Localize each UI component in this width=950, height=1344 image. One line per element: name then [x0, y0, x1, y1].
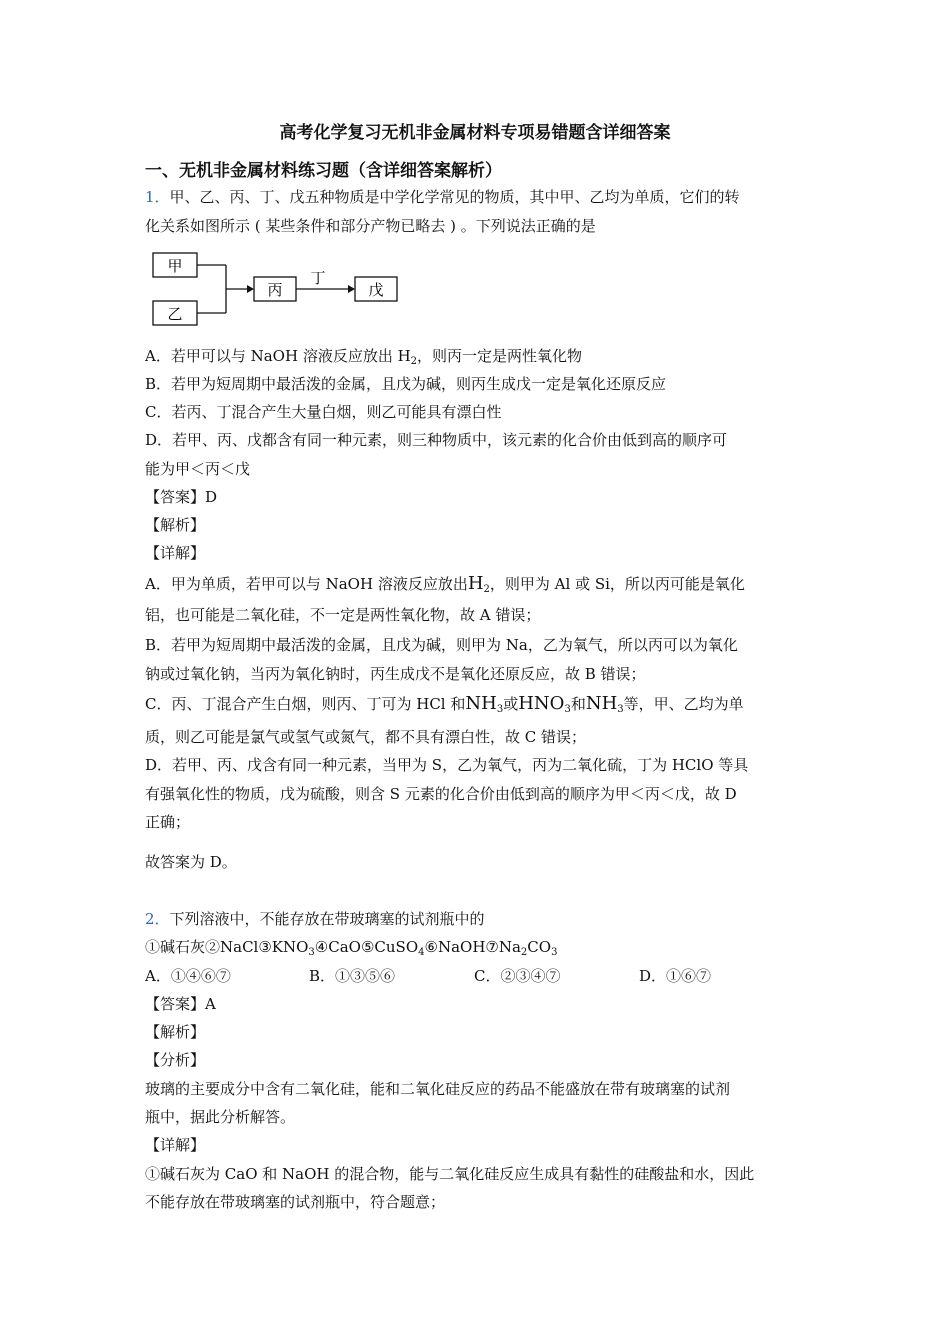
q1-option-c: C．若丙、丁混合产生大量白烟，则乙可能具有漂白性: [145, 403, 502, 421]
q2-detail-line1: ①碱石灰为 CaO 和 NaOH 的混合物，能与二氧化硅反应生成具有黏性的硅酸盐和水，因此: [145, 1165, 755, 1183]
q1-explain-c-line2: 质，则乙可能是氯气或氢气或氮气，都不具有漂白性，故 C 错误；: [145, 728, 587, 746]
q2-option-c: C．②③④⑦: [474, 967, 561, 985]
q1-explain-d-line2: 有强氧化性的物质，戊为硫酸，则含 S 元素的化合价由低到高的顺序为甲＜丙＜戊，故 D: [145, 785, 737, 803]
label-ding: 丁: [310, 269, 326, 287]
q1-answer: 【答案】D: [145, 488, 218, 506]
q1-explain-d-line3: 正确；: [145, 813, 191, 831]
document-title: 高考化学复习无机非金属材料专项易错题含详细答案: [279, 123, 671, 143]
q1-stem-line2: 化关系如图所示 ( 某些条件和部分产物已略去 ) 。下列说法正确的是: [145, 217, 596, 235]
q2-detail-line2: 不能存放在带玻璃塞的试剂瓶中，符合题意；: [145, 1193, 446, 1211]
q1-number: 1．: [145, 188, 170, 206]
q2-xiangjie-label: 【详解】: [145, 1136, 206, 1154]
q2-answer: 【答案】A: [145, 995, 216, 1013]
q1-explain-a-line1: A．甲为单质，若甲可以与 NaOH 溶液反应放出$H_2$，则甲为 Al 或 Si，所以丙可能是氧化: [145, 573, 745, 595]
q1-option-b: B．若甲为短周期中最活泼的金属，且戊为碱，则丙生成戊一定是氧化还原反应: [145, 375, 667, 393]
q2-analysis-line2: 瓶中，据此分析解答。: [145, 1108, 296, 1126]
label-jia: 甲: [167, 257, 183, 275]
label-wu: 戊: [368, 281, 384, 299]
section-heading: 一、无机非金属材料练习题（含详细答案解析）: [145, 161, 502, 181]
q1-stem-line1: 1．甲、乙、丙、丁、戊五种物质是中学化学常见的物质，其中甲、乙均为单质，它们的转: [145, 188, 740, 206]
q2-analysis-line1: 玻璃的主要成分中含有二氧化硅，能和二氧化硅反应的药品不能盛放在带有玻璃塞的试剂: [145, 1080, 731, 1098]
q1-explain-d-line1: D．若甲、丙、戊含有同一种元素，当甲为 S，乙为氧气，丙为二氧化硫，丁为 HClO 等具: [145, 756, 749, 774]
q1-explain-c-line1: C．丙、丁混合产生白烟，则丙、丁可为 HCl 和$NH_3$或$HNO_3$和$NH_3$等，甲、乙均为单: [145, 693, 744, 715]
label-yi: 乙: [167, 305, 183, 323]
q1-option-d-line2: 能为甲＜丙＜戊: [145, 460, 251, 478]
q1-option-a: A．若甲可以与 NaOH 溶液反应放出 $H_2$，则丙一定是两性氧化物: [145, 347, 583, 367]
q1-jiexi-label: 【解析】: [145, 516, 206, 534]
q1-xiangjie-label: 【详解】: [145, 544, 206, 562]
q1-explain-a-line2: 铝，也可能是二氧化硅，不一定是两性氧化物，故 A 错误；: [145, 606, 541, 624]
q2-stem: 2．下列溶液中，不能存放在带玻璃塞的试剂瓶中的: [145, 910, 485, 928]
q2-option-d: D．①⑥⑦: [639, 967, 712, 985]
q2-jiexi-label: 【解析】: [145, 1023, 206, 1041]
q1-transformation-diagram: [150, 250, 410, 332]
q1-option-d-line1: D．若甲、丙、戊都含有同一种元素，则三种物质中，该元素的化合价由低到高的顺序可: [145, 431, 728, 449]
q2-option-a: A．①④⑥⑦: [145, 967, 231, 985]
q2-substance-list: ①碱石灰$②NaCl③KNO_3④CaO⑤CuSO_4⑥NaOH⑦Na_2CO_3$: [145, 938, 558, 958]
label-bing: 丙: [267, 281, 283, 299]
q2-option-b: B．①③⑤⑥: [309, 967, 396, 985]
q2-fenxi-label: 【分析】: [145, 1051, 206, 1069]
q2-number: 2．: [145, 910, 170, 928]
q1-final-answer: 故答案为 D。: [145, 853, 237, 871]
q1-explain-b-line2: 钠或过氧化钠，当丙为氧化钠时，丙生成戊不是氧化还原反应，故 B 错误；: [145, 665, 646, 683]
q1-explain-b-line1: B．若甲为短周期中最活泼的金属，且戊为碱，则甲为 Na，乙为氧气，所以丙可以为氧化: [145, 636, 738, 654]
